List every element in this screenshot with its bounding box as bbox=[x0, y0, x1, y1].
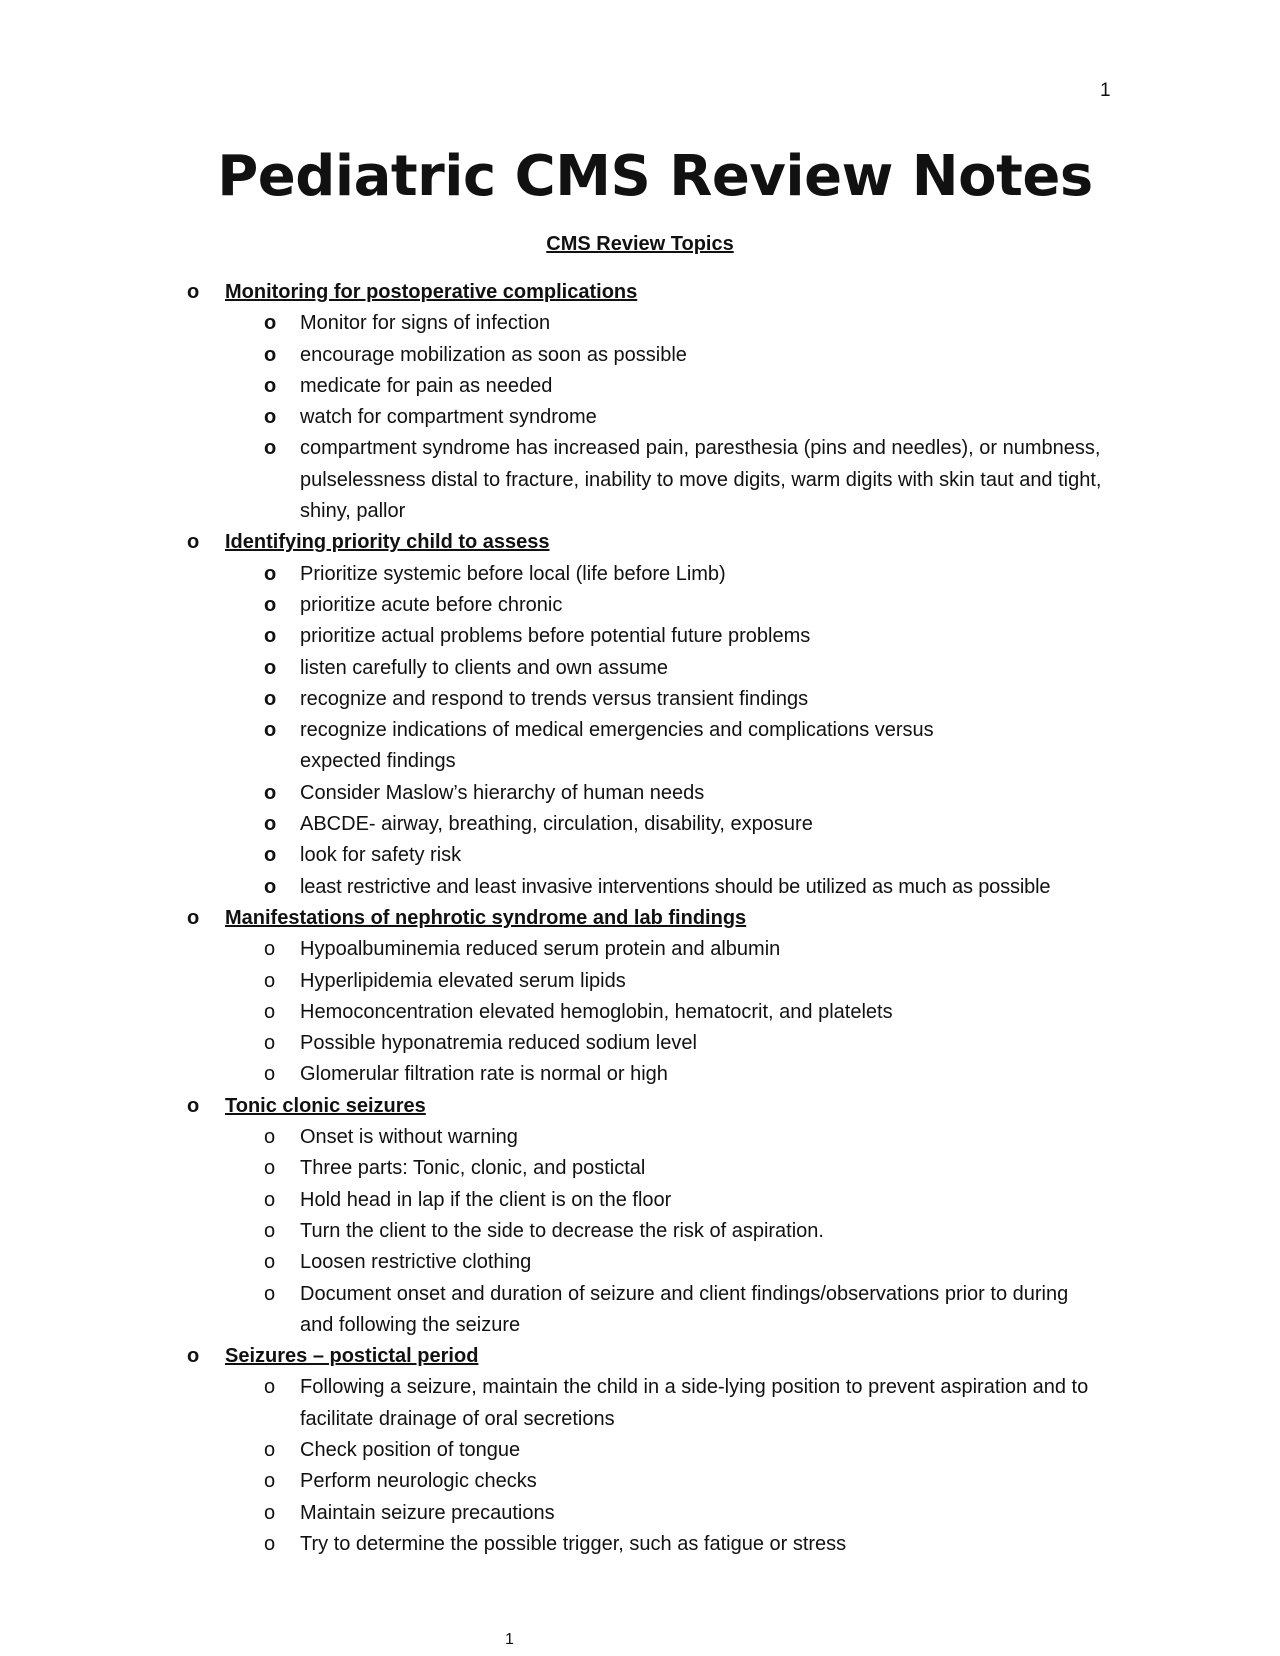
list-item-text: listen carefully to clients and own assume bbox=[300, 656, 668, 679]
list-item-text: compartment syndrome has increased pain, paresthesia (pins and needles), or numbness, pulselessness distal to fracture, inability to move digits, warm digits with skin taut and tight, shiny, pallor bbox=[300, 437, 1102, 523]
list-item-text: look for safety risk bbox=[300, 844, 462, 867]
list-item-text: Consider Maslow’s hierarchy of human needs bbox=[300, 781, 705, 804]
topic-list bbox=[0, 277, 1280, 1560]
bullet-marker: o bbox=[187, 1094, 200, 1117]
list-item-text: Following a seizure, maintain the child in a side-lying position to prevent aspiration and to facilitate drainage of oral secretions bbox=[300, 1376, 1089, 1430]
list-item bbox=[0, 809, 1280, 840]
list-item-text: watch for compartment syndrome bbox=[300, 406, 597, 429]
list-item bbox=[0, 997, 1280, 1028]
bullet-marker: o bbox=[264, 406, 277, 429]
bullet-marker: o bbox=[264, 1063, 276, 1086]
list-item bbox=[0, 371, 1280, 402]
list-item-text: Possible hyponatremia reduced sodium level bbox=[300, 1032, 697, 1055]
list-item-text: Three parts: Tonic, clonic, and postictal bbox=[300, 1157, 646, 1180]
list-item bbox=[0, 559, 1280, 590]
list-item-text: prioritize actual problems before potential future problems bbox=[300, 625, 811, 648]
bullet-marker: o bbox=[264, 1470, 276, 1493]
list-item bbox=[0, 653, 1280, 684]
list-item bbox=[0, 1122, 1280, 1153]
list-item-text: Hyperlipidemia elevated serum lipids bbox=[300, 969, 626, 992]
list-item bbox=[0, 402, 1280, 433]
bullet-marker: o bbox=[264, 312, 277, 335]
list-item-text: recognize indications of medical emergencies and complications versus expected findings bbox=[300, 719, 934, 773]
bullet-marker: o bbox=[264, 719, 277, 742]
list-item bbox=[0, 1498, 1280, 1529]
topic-heading: Seizures – postictal period bbox=[225, 1345, 479, 1368]
bullet-marker: o bbox=[264, 1251, 276, 1274]
bullet-marker: o bbox=[264, 969, 276, 992]
list-item bbox=[0, 1435, 1280, 1466]
list-item bbox=[0, 1372, 1280, 1435]
bullet-marker: o bbox=[187, 906, 200, 929]
topic-heading-row bbox=[0, 527, 1280, 558]
list-item bbox=[0, 1247, 1280, 1278]
bullet-marker: o bbox=[264, 938, 276, 961]
list-item bbox=[0, 715, 1280, 778]
bullet-marker: o bbox=[264, 1188, 276, 1211]
bullet-marker: o bbox=[264, 844, 277, 867]
list-item bbox=[0, 966, 1280, 997]
bullet-marker: o bbox=[264, 1438, 276, 1461]
bullet-marker: o bbox=[264, 1126, 276, 1149]
list-item bbox=[0, 872, 1280, 903]
list-item bbox=[0, 1185, 1280, 1216]
bullet-marker: o bbox=[264, 374, 277, 397]
list-item-text: medicate for pain as needed bbox=[300, 374, 553, 397]
bullet-marker: o bbox=[187, 531, 200, 554]
list-item-text: Maintain seizure precautions bbox=[300, 1501, 555, 1524]
topic-heading: Manifestations of nephrotic syndrome and lab findings bbox=[225, 906, 747, 929]
bullet-marker: o bbox=[264, 875, 277, 898]
list-item bbox=[0, 778, 1280, 809]
bullet-marker: o bbox=[264, 1000, 276, 1023]
bullet-marker: o bbox=[264, 1219, 276, 1242]
list-item-text: Hypoalbuminemia reduced serum protein and albumin bbox=[300, 938, 781, 961]
topic-section bbox=[0, 1091, 1280, 1341]
list-item-text: least restrictive and least invasive interventions should be utilized as much as possible bbox=[300, 875, 1051, 898]
list-item bbox=[0, 433, 1280, 527]
bullet-marker: o bbox=[264, 687, 277, 710]
topic-heading-row bbox=[0, 1341, 1280, 1372]
list-item bbox=[0, 1216, 1280, 1247]
bullet-marker: o bbox=[264, 1501, 276, 1524]
list-item-text: prioritize acute before chronic bbox=[300, 593, 563, 616]
topic-section bbox=[0, 277, 1280, 527]
page-subtitle: CMS Review Topics bbox=[546, 233, 734, 255]
list-item bbox=[0, 1279, 1280, 1342]
list-item-text: Onset is without warning bbox=[300, 1126, 518, 1149]
bullet-marker: o bbox=[264, 1157, 276, 1180]
list-item bbox=[0, 308, 1280, 339]
list-item bbox=[0, 934, 1280, 965]
bullet-marker: o bbox=[264, 593, 277, 616]
list-item-text: recognize and respond to trends versus transient findings bbox=[300, 687, 809, 710]
topic-heading: Monitoring for postoperative complications bbox=[225, 281, 638, 303]
bullet-marker: o bbox=[264, 656, 277, 679]
topic-heading-row bbox=[0, 903, 1280, 934]
list-item-text: Hold head in lap if the client is on the floor bbox=[300, 1188, 672, 1211]
topic-heading: Identifying priority child to assess bbox=[225, 531, 550, 554]
bullet-marker: o bbox=[264, 1032, 276, 1055]
bullet-marker: o bbox=[264, 1376, 276, 1399]
bullet-marker: o bbox=[264, 813, 277, 836]
list-item-text: ABCDE- airway, breathing, circulation, disability, exposure bbox=[300, 813, 813, 836]
list-item-text: Turn the client to the side to decrease the risk of aspiration. bbox=[300, 1219, 824, 1242]
list-item-text: Perform neurologic checks bbox=[300, 1470, 537, 1493]
list-item bbox=[0, 1028, 1280, 1059]
list-item bbox=[0, 590, 1280, 621]
list-item bbox=[0, 1153, 1280, 1184]
footer-page-number: 1 bbox=[505, 1631, 514, 1648]
bullet-marker: o bbox=[264, 1532, 276, 1555]
list-item bbox=[0, 1059, 1280, 1090]
list-item bbox=[0, 1529, 1280, 1560]
header-page-number: 1 bbox=[1100, 80, 1111, 101]
list-item-text: Monitor for signs of infection bbox=[300, 312, 551, 335]
topic-heading-row bbox=[0, 1091, 1280, 1122]
list-item bbox=[0, 621, 1280, 652]
topic-heading: Tonic clonic seizures bbox=[225, 1094, 426, 1117]
list-item-text: Glomerular filtration rate is normal or high bbox=[300, 1063, 668, 1086]
bullet-marker: o bbox=[264, 562, 277, 585]
list-item-text: Document onset and duration of seizure and client findings/observations prior to during and following the seizure bbox=[300, 1282, 1069, 1336]
bullet-marker: o bbox=[187, 281, 200, 303]
topic-section bbox=[0, 903, 1280, 1091]
list-item bbox=[0, 340, 1280, 371]
list-item-text: Hemoconcentration elevated hemoglobin, hematocrit, and platelets bbox=[300, 1000, 893, 1023]
list-item bbox=[0, 1466, 1280, 1497]
list-item-text: Loosen restrictive clothing bbox=[300, 1251, 532, 1274]
bullet-marker: o bbox=[264, 437, 277, 460]
topic-section bbox=[0, 1341, 1280, 1560]
topic-heading-row bbox=[0, 277, 1280, 308]
list-item-text: Check position of tongue bbox=[300, 1438, 521, 1461]
list-item-text: Try to determine the possible trigger, such as fatigue or stress bbox=[300, 1532, 847, 1555]
bullet-marker: o bbox=[264, 343, 277, 366]
list-item bbox=[0, 840, 1280, 871]
topic-section bbox=[0, 527, 1280, 903]
list-item-text: encourage mobilization as soon as possible bbox=[300, 343, 687, 366]
bullet-marker: o bbox=[264, 625, 277, 648]
page-title: Pediatric CMS Review Notes bbox=[217, 144, 1093, 209]
list-item-text: Prioritize systemic before local (life before Limb) bbox=[300, 562, 726, 585]
bullet-marker: o bbox=[187, 1345, 200, 1368]
bullet-marker: o bbox=[264, 1282, 276, 1305]
bullet-marker: o bbox=[264, 781, 277, 804]
list-item bbox=[0, 684, 1280, 715]
